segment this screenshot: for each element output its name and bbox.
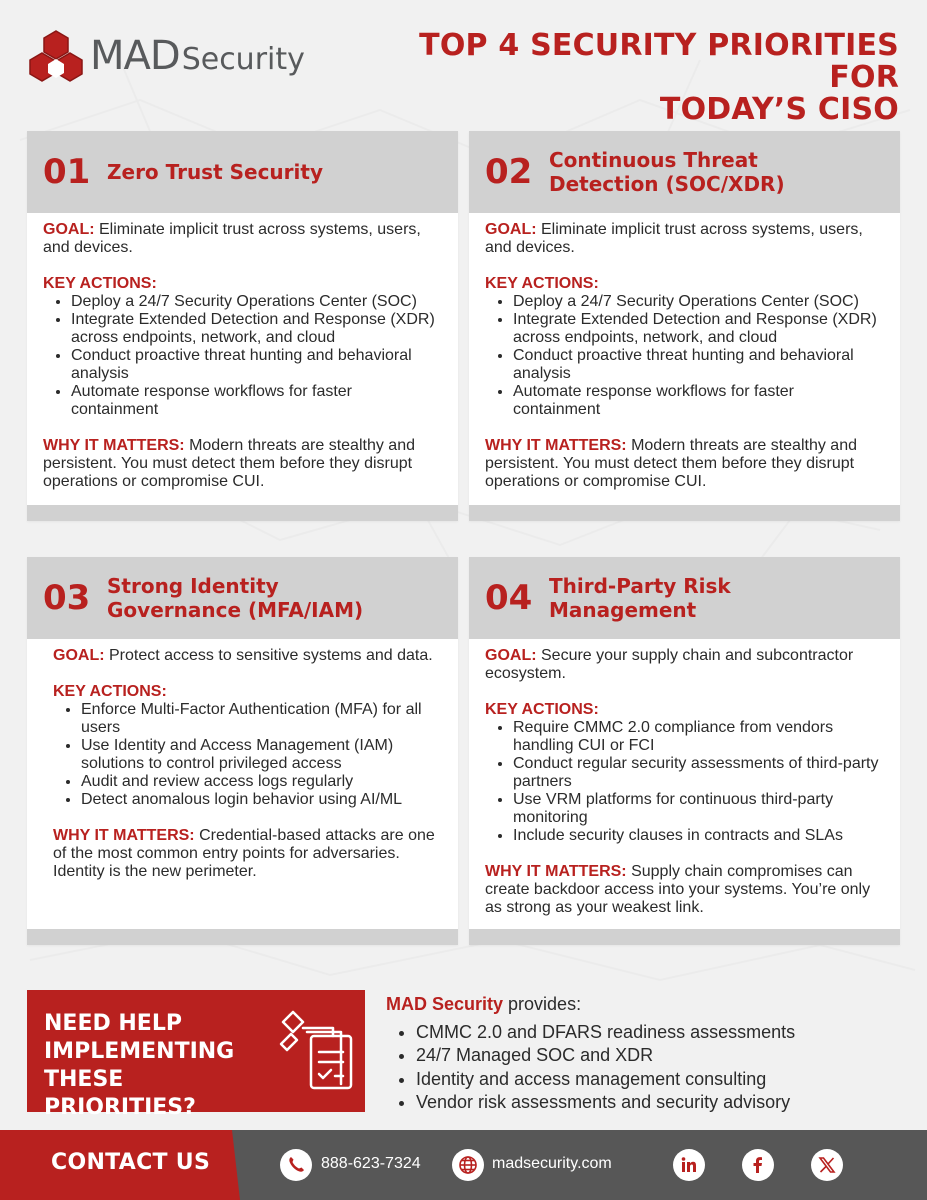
list-item: • Automate response workflows for faster containment bbox=[71, 383, 442, 419]
priority-card-04 bbox=[469, 557, 900, 945]
key-actions-list bbox=[81, 701, 442, 809]
why-label: WHY IT MATTERS: bbox=[53, 827, 195, 844]
list-item: • Audit and review access logs regularly bbox=[81, 773, 442, 791]
card-number: 02 bbox=[485, 152, 533, 192]
list-item: • Conduct regular security assessments of third-party partners bbox=[513, 755, 884, 791]
priority-card-03 bbox=[27, 557, 458, 945]
services-brand: MAD Security bbox=[386, 994, 504, 1014]
list-item: • Integrate Extended Detection and Response (XDR) across endpoints, network, and cloud bbox=[513, 311, 884, 347]
list-item: • Deploy a 24/7 Security Operations Center (SOC) bbox=[513, 293, 884, 311]
priority-card-01 bbox=[27, 131, 458, 521]
goal-label: GOAL: bbox=[53, 647, 105, 664]
goal-text: GOAL: Secure your supply chain and subcontractor ecosystem. bbox=[485, 647, 854, 682]
why-label: WHY IT MATTERS: bbox=[485, 437, 627, 454]
card-body bbox=[469, 213, 900, 491]
key-actions-label: KEY ACTIONS: bbox=[485, 275, 599, 292]
card-header bbox=[469, 131, 900, 213]
list-item: • Automate response workflows for faster containment bbox=[513, 383, 884, 419]
services-heading: MAD Security provides: bbox=[386, 994, 582, 1014]
list-item: • Use VRM platforms for continuous third-party monitoring bbox=[513, 791, 884, 827]
contact-footer bbox=[0, 1130, 927, 1200]
why-label: WHY IT MATTERS: bbox=[485, 863, 627, 880]
list-item: • Conduct proactive threat hunting and behavioral analysis bbox=[71, 347, 442, 383]
services-provided bbox=[386, 993, 906, 1115]
why-text: WHY IT MATTERS: Modern threats are stealthy and persistent. You must detect them before they disrupt operations or compromise CUI. bbox=[485, 437, 857, 490]
linkedin-icon[interactable] bbox=[673, 1149, 705, 1181]
phone-icon[interactable] bbox=[280, 1149, 312, 1181]
card-footer-band bbox=[27, 505, 458, 521]
documents-checklist-icon bbox=[277, 1008, 359, 1094]
list-item: • Conduct proactive threat hunting and behavioral analysis bbox=[513, 347, 884, 383]
card-body bbox=[27, 213, 458, 491]
list-item: • Integrate Extended Detection and Response (XDR) across endpoints, network, and cloud bbox=[71, 311, 442, 347]
key-actions-list bbox=[513, 719, 884, 845]
card-number: 03 bbox=[43, 578, 91, 618]
globe-icon[interactable] bbox=[452, 1149, 484, 1181]
card-number: 04 bbox=[485, 578, 533, 618]
list-item: • Include security clauses in contracts and SLAs bbox=[513, 827, 884, 845]
card-title: Strong Identity Governance (MFA/IAM) bbox=[107, 574, 364, 622]
contact-us-label[interactable]: CONTACT US bbox=[51, 1150, 211, 1175]
website-link[interactable]: madsecurity.com bbox=[492, 1155, 612, 1172]
card-body bbox=[27, 639, 458, 881]
facebook-icon[interactable] bbox=[742, 1149, 774, 1181]
list-item: • Detect anomalous login behavior using AI/ML bbox=[81, 791, 442, 809]
brand-subname: Security bbox=[181, 42, 305, 77]
why-label: WHY IT MATTERS: bbox=[43, 437, 185, 454]
brand-logo[interactable] bbox=[28, 28, 318, 84]
list-item: • Use Identity and Access Management (IAM) solutions to control privileged access bbox=[81, 737, 442, 773]
x-icon[interactable] bbox=[811, 1149, 843, 1181]
card-body bbox=[469, 639, 900, 917]
goal-text: GOAL: Eliminate implicit trust across systems, users, and devices. bbox=[43, 221, 421, 256]
card-footer-band bbox=[469, 929, 900, 945]
why-text: WHY IT MATTERS: Credential-based attacks are one of the most common entry points for adversaries. Identity is the new perimeter. bbox=[53, 827, 435, 880]
goal-label: GOAL: bbox=[485, 221, 537, 238]
help-cta-text: NEED HELP IMPLEMENTING THESE PRIORITIES? bbox=[44, 1011, 235, 1120]
why-text: WHY IT MATTERS: Modern threats are stealthy and persistent. You must detect them before they disrupt operations or compromise CUI. bbox=[43, 437, 415, 490]
card-footer-band bbox=[27, 929, 458, 945]
card-title: Zero Trust Security bbox=[107, 160, 323, 184]
list-item: • Require CMMC 2.0 compliance from vendors handling CUI or FCI bbox=[513, 719, 884, 755]
card-title: Third-Party Risk Management bbox=[549, 574, 731, 622]
card-number: 01 bbox=[43, 152, 91, 192]
key-actions-label: KEY ACTIONS: bbox=[53, 683, 167, 700]
card-footer-band bbox=[469, 505, 900, 521]
list-item: • Identity and access management consulting bbox=[416, 1068, 906, 1092]
phone-number[interactable]: 888-623-7324 bbox=[321, 1155, 421, 1172]
list-item: • Vendor risk assessments and security advisory bbox=[416, 1091, 906, 1115]
priority-card-02 bbox=[469, 131, 900, 521]
services-list bbox=[416, 1021, 906, 1115]
key-actions-list bbox=[71, 293, 442, 419]
page-title-line2: TODAY’S CISO bbox=[659, 92, 899, 127]
card-header bbox=[27, 557, 458, 639]
list-item: • Enforce Multi-Factor Authentication (MFA) for all users bbox=[81, 701, 442, 737]
list-item: • 24/7 Managed SOC and XDR bbox=[416, 1044, 906, 1068]
hexagon-logo-icon bbox=[28, 29, 84, 83]
card-header bbox=[27, 131, 458, 213]
brand-name: MAD bbox=[90, 33, 180, 79]
goal-text: GOAL: Eliminate implicit trust across systems, users, and devices. bbox=[485, 221, 863, 256]
page-title-line1: TOP 4 SECURITY PRIORITIES FOR bbox=[419, 28, 899, 95]
card-title: Continuous Threat Detection (SOC/XDR) bbox=[549, 148, 785, 196]
key-actions-list bbox=[513, 293, 884, 419]
why-text: WHY IT MATTERS: Supply chain compromises can create backdoor access into your systems. You’re only as strong as your weakest link. bbox=[485, 863, 871, 916]
goal-label: GOAL: bbox=[485, 647, 537, 664]
key-actions-label: KEY ACTIONS: bbox=[485, 701, 599, 718]
goal-label: GOAL: bbox=[43, 221, 95, 238]
help-cta-box[interactable] bbox=[27, 990, 365, 1120]
list-item: • CMMC 2.0 and DFARS readiness assessments bbox=[416, 1021, 906, 1045]
key-actions-label: KEY ACTIONS: bbox=[43, 275, 157, 292]
list-item: • Deploy a 24/7 Security Operations Center (SOC) bbox=[71, 293, 442, 311]
goal-text: GOAL: Protect access to sensitive systems and data. bbox=[53, 647, 433, 664]
page-title bbox=[339, 30, 899, 126]
card-header bbox=[469, 557, 900, 639]
